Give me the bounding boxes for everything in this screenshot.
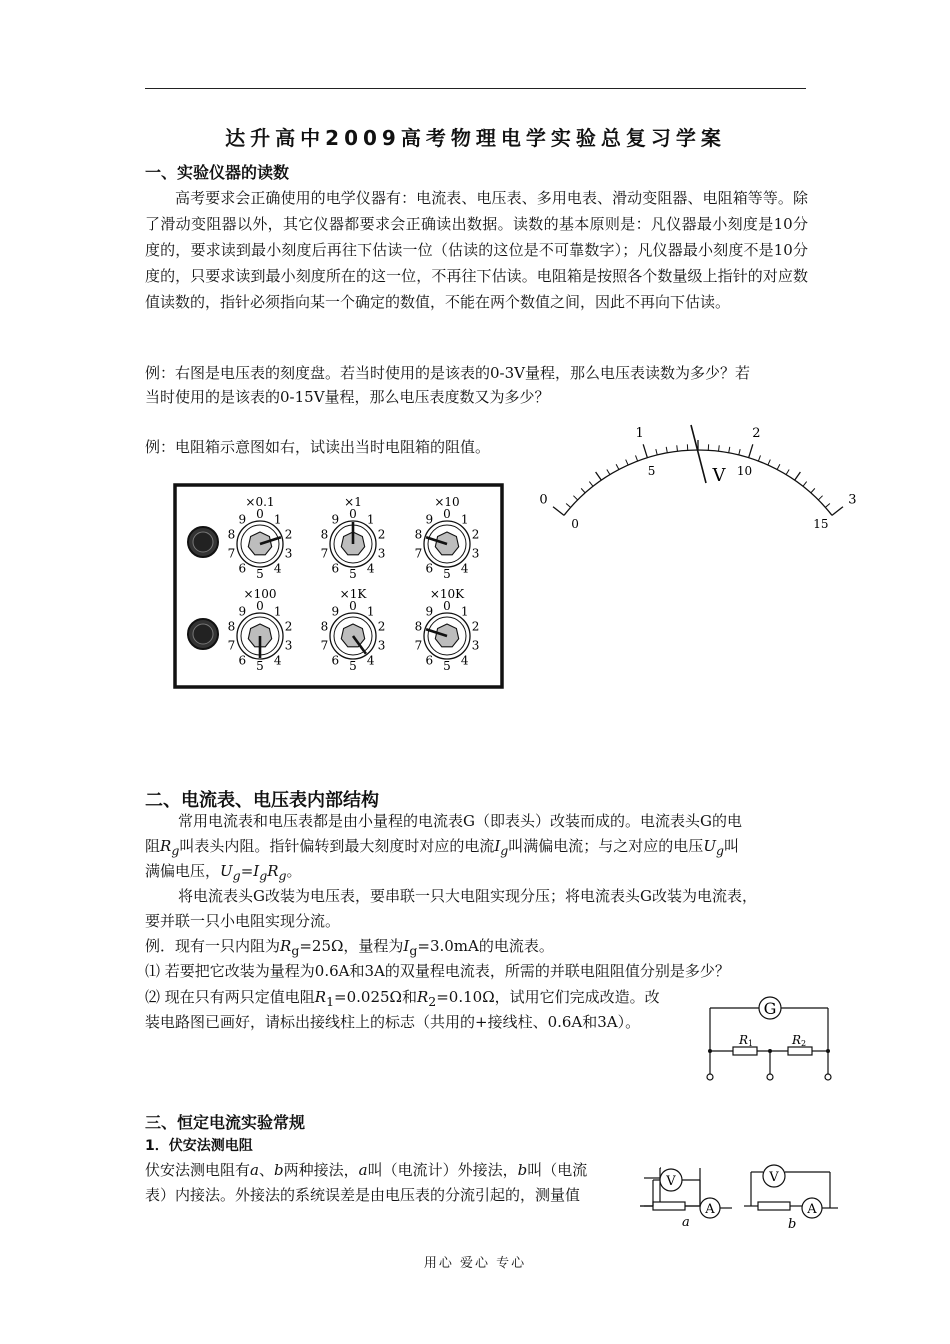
dial-digit: 0: [256, 507, 264, 521]
dial-digit: 8: [227, 527, 236, 542]
scale-tick: [643, 444, 647, 457]
scale-tick: [768, 460, 770, 465]
scale-tick: [786, 469, 789, 474]
scale-tick: [656, 449, 657, 455]
voltmeter-needle: [691, 425, 706, 483]
section2-p1-line2: 阻$R_g$叫表头内阻。指针偏转到最大刻度时对应的电流$I_g$叫满偏电流；与之对应的电压$U_g$叫: [145, 837, 739, 858]
dial-multiplier: ×1: [344, 495, 362, 509]
dial-digit: 2: [284, 619, 293, 634]
dial-digit: 5: [256, 659, 264, 673]
scale-tick: [666, 447, 667, 453]
voltmeter-unit: V: [712, 465, 726, 486]
dial-digit: 0: [349, 599, 357, 613]
section2-p1-line1: 常用电流表和电压表都是由小量程的电流表G（即表头）改装而成的。电流表头G的电: [178, 812, 742, 830]
dial-digit: 9: [238, 512, 247, 527]
dial-digit: 8: [320, 619, 329, 634]
dial-digit: 1: [366, 604, 375, 619]
section3-heading: 三、恒定电流实验常规: [145, 1113, 306, 1132]
dial-multiplier: ×1K: [339, 587, 367, 601]
dial-digit: 8: [414, 619, 423, 634]
label-b: b: [788, 1217, 797, 1232]
example1-line2: 当时使用的是该表的0-15V量程，那么电压表度数又为多少？: [145, 388, 550, 406]
dial-digit: 6: [331, 653, 340, 668]
dial-digit: 1: [273, 512, 282, 527]
dial-multiplier: ×100: [243, 587, 277, 601]
dial-digit: 1: [460, 604, 469, 619]
resistor-r1: [733, 1047, 757, 1055]
dial-digit: 0: [443, 507, 451, 521]
dial-digit: 9: [331, 512, 340, 527]
terminal-knob: [188, 619, 218, 649]
svg-text:A: A: [807, 1202, 817, 1217]
scale-tick: [589, 482, 593, 487]
lower-tick-label: 10: [736, 464, 753, 479]
dial-digit: 7: [414, 638, 423, 653]
scale-tick: [832, 507, 843, 516]
dial-digit: 4: [366, 561, 375, 576]
galvanometer-symbol: [759, 997, 781, 1019]
svg-text:V: V: [666, 1174, 676, 1189]
voltmeter-dial: [539, 395, 857, 531]
scale-tick: [616, 464, 619, 469]
dial-digit: 7: [414, 546, 423, 561]
scale-tick: [566, 503, 570, 507]
scale-tick: [607, 469, 610, 474]
dial-digit: 2: [284, 527, 293, 542]
dial-digit: 9: [331, 604, 340, 619]
dial-digit: 4: [273, 561, 282, 576]
dial-digit: 2: [377, 527, 386, 542]
scale-tick: [795, 472, 801, 480]
lower-tick-label: 15: [813, 516, 829, 531]
scale-tick: [581, 488, 585, 492]
dial-digit: 5: [443, 659, 451, 673]
dial-digit: 6: [331, 561, 340, 576]
dial-digit: 9: [425, 512, 434, 527]
svg-text:V: V: [769, 1170, 779, 1185]
scale-tick: [719, 445, 720, 451]
dial-digit: 6: [238, 653, 247, 668]
section2-p2-line2: 要并联一只小电阻实现分流。: [145, 912, 341, 930]
dial-digit: 5: [349, 659, 357, 673]
voltammeter-circuits: [638, 1158, 843, 1236]
scale-tick: [677, 445, 678, 451]
scale-tick: [811, 488, 815, 492]
dial-digit: 1: [366, 512, 375, 527]
header-rule: [145, 88, 806, 89]
r2-label: R2: [792, 1033, 807, 1048]
ammeter-conversion-circuit: [700, 992, 840, 1084]
upper-tick-label: 1: [635, 425, 644, 441]
svg-text:A: A: [705, 1202, 715, 1217]
dial-multiplier: ×10K: [429, 587, 465, 601]
dial-digit: 3: [471, 638, 480, 653]
dial-digit: 5: [349, 567, 357, 581]
upper-tick-label: 0: [539, 492, 548, 508]
section2-p1-line3: 满偏电压，$U_g=I_gR_g$。: [145, 862, 302, 883]
dial-digit: 8: [414, 527, 423, 542]
terminal-knob: [188, 527, 218, 557]
scale-tick: [573, 496, 577, 500]
dial-digit: 4: [460, 653, 469, 668]
dial-digit: 5: [443, 567, 451, 581]
dial-digit: 2: [377, 619, 386, 634]
doc-title: 达升高中2009高考物理电学实验总复习学案: [225, 126, 726, 150]
dial-digit: 4: [366, 653, 375, 668]
scale-tick: [749, 444, 753, 457]
scale-tick: [596, 472, 602, 480]
dial-digit: 6: [425, 561, 434, 576]
section3-line1: 伏安法测电阻有a、b两种接法，a叫（电流计）外接法，b叫（电流: [145, 1161, 588, 1179]
scale-tick: [553, 507, 564, 516]
dial-digit: 0: [349, 507, 357, 521]
scale-tick: [758, 455, 760, 461]
dial-digit: 0: [256, 599, 264, 613]
dial-digit: 4: [460, 561, 469, 576]
dial-digit: 3: [471, 546, 480, 561]
dial-digit: 3: [377, 546, 386, 561]
dial-digit: 7: [227, 546, 236, 561]
dial-digit: 7: [320, 546, 329, 561]
scale-tick: [777, 464, 780, 469]
upper-tick-label: 3: [848, 492, 857, 508]
section2-question2-line2: 装电路图已画好，请标出接线柱上的标志（共用的+接线柱、0.6A和3A）。: [145, 1013, 641, 1031]
internal-connection-circuit-b: [744, 1165, 838, 1232]
dial-digit: 2: [471, 619, 480, 634]
dial-digit: 2: [471, 527, 480, 542]
dial-digit: 1: [460, 512, 469, 527]
section3-subheading: 1．伏安法测电阻: [145, 1138, 253, 1154]
r1-label: R1: [739, 1033, 754, 1048]
scale-tick: [729, 447, 730, 453]
dial-multiplier: ×10: [434, 495, 460, 509]
example2-text: 例：电阻箱示意图如右，试读出当时电阻箱的阻值。: [145, 438, 491, 456]
section2-heading: 二、电流表、电压表内部结构: [145, 790, 379, 811]
lower-tick-label: 0: [571, 516, 579, 531]
dial-digit: 3: [377, 638, 386, 653]
scale-tick: [636, 455, 638, 461]
page-footer: 用心 爱心 专心: [423, 1256, 527, 1271]
section1-heading: 一、实验仪器的读数: [145, 163, 290, 182]
dial-digit: 3: [284, 546, 293, 561]
section3-line2: 表）内接法。外接法的系统误差是由电压表的分流引起的，测量值: [145, 1186, 581, 1204]
dial-digit: 9: [238, 604, 247, 619]
scale-tick: [818, 496, 822, 500]
section2-question1: ⑴ 若要把它改装为量程为0.6A和3A的双量程电流表，所需的并联电阻阻值分别是多少？: [145, 962, 730, 980]
section2-p2-line1: 将电流表头G改装为电压表，要串联一只大电阻实现分压；将电流表头G改装为电流表，: [178, 887, 757, 905]
dial-digit: 8: [320, 527, 329, 542]
scale-tick: [825, 503, 829, 507]
dial-multiplier: ×0.1: [245, 495, 275, 509]
section2-question2-line1: ⑵ 现在只有两只定值电阻$R_1=0.025\Omega$和$R_2=0.10\Omega$，试用它们完成改造。改: [145, 988, 660, 1009]
scale-tick: [739, 449, 740, 455]
resistor-r2: [788, 1047, 812, 1055]
dial-digit: 3: [284, 638, 293, 653]
dial-digit: 1: [273, 604, 282, 619]
dial-digit: 7: [227, 638, 236, 653]
example1-line1: 例：右图是电压表的刻度盘。若当时使用的是该表的0-3V量程，那么电压表读数为多少？若: [145, 364, 750, 382]
scale-tick: [626, 460, 628, 465]
dial-digit: 6: [238, 561, 247, 576]
dial-digit: 9: [425, 604, 434, 619]
upper-tick-label: 2: [752, 425, 761, 441]
lower-tick-label: 5: [647, 464, 656, 479]
dial-digit: 0: [443, 599, 451, 613]
external-connection-circuit-a: [640, 1168, 732, 1230]
dial-digit: 5: [256, 567, 264, 581]
scale-tick: [803, 482, 807, 487]
svg-text:G: G: [763, 999, 777, 1018]
dial-digit: 7: [320, 638, 329, 653]
resistance-box: [172, 482, 507, 692]
binding-posts: [707, 1074, 831, 1080]
dial-digit: 8: [227, 619, 236, 634]
section1-paragraph: 高考要求会正确使用的电学仪器有：电流表、电压表、多用电表、滑动变阻器、电阻箱等等。除了滑动变阻器以外，其它仪器都要求会正确读出数据。读数的基本原则是：凡仪器最小刻度是10分度的，要求读到最小刻度后再往下估读一位（估读的这位是不可靠数字）；凡仪器最小刻度不是10分度的，只要求读到最小刻度所在的这一位，不再往下估读。电阻箱是按照各个数量级上指针的对应数值读数的，指针必须指向某一个确定的数值，不能在两个数值之间，因此不再向下估读。: [145, 189, 808, 311]
dial-digit: 4: [273, 653, 282, 668]
dial-digit: 6: [425, 653, 434, 668]
section2-example: 例．现有一只内阻为$R_g=25\Omega$，量程为$I_g=3.0mA$的电流表。: [145, 937, 554, 958]
label-a: a: [682, 1215, 690, 1230]
